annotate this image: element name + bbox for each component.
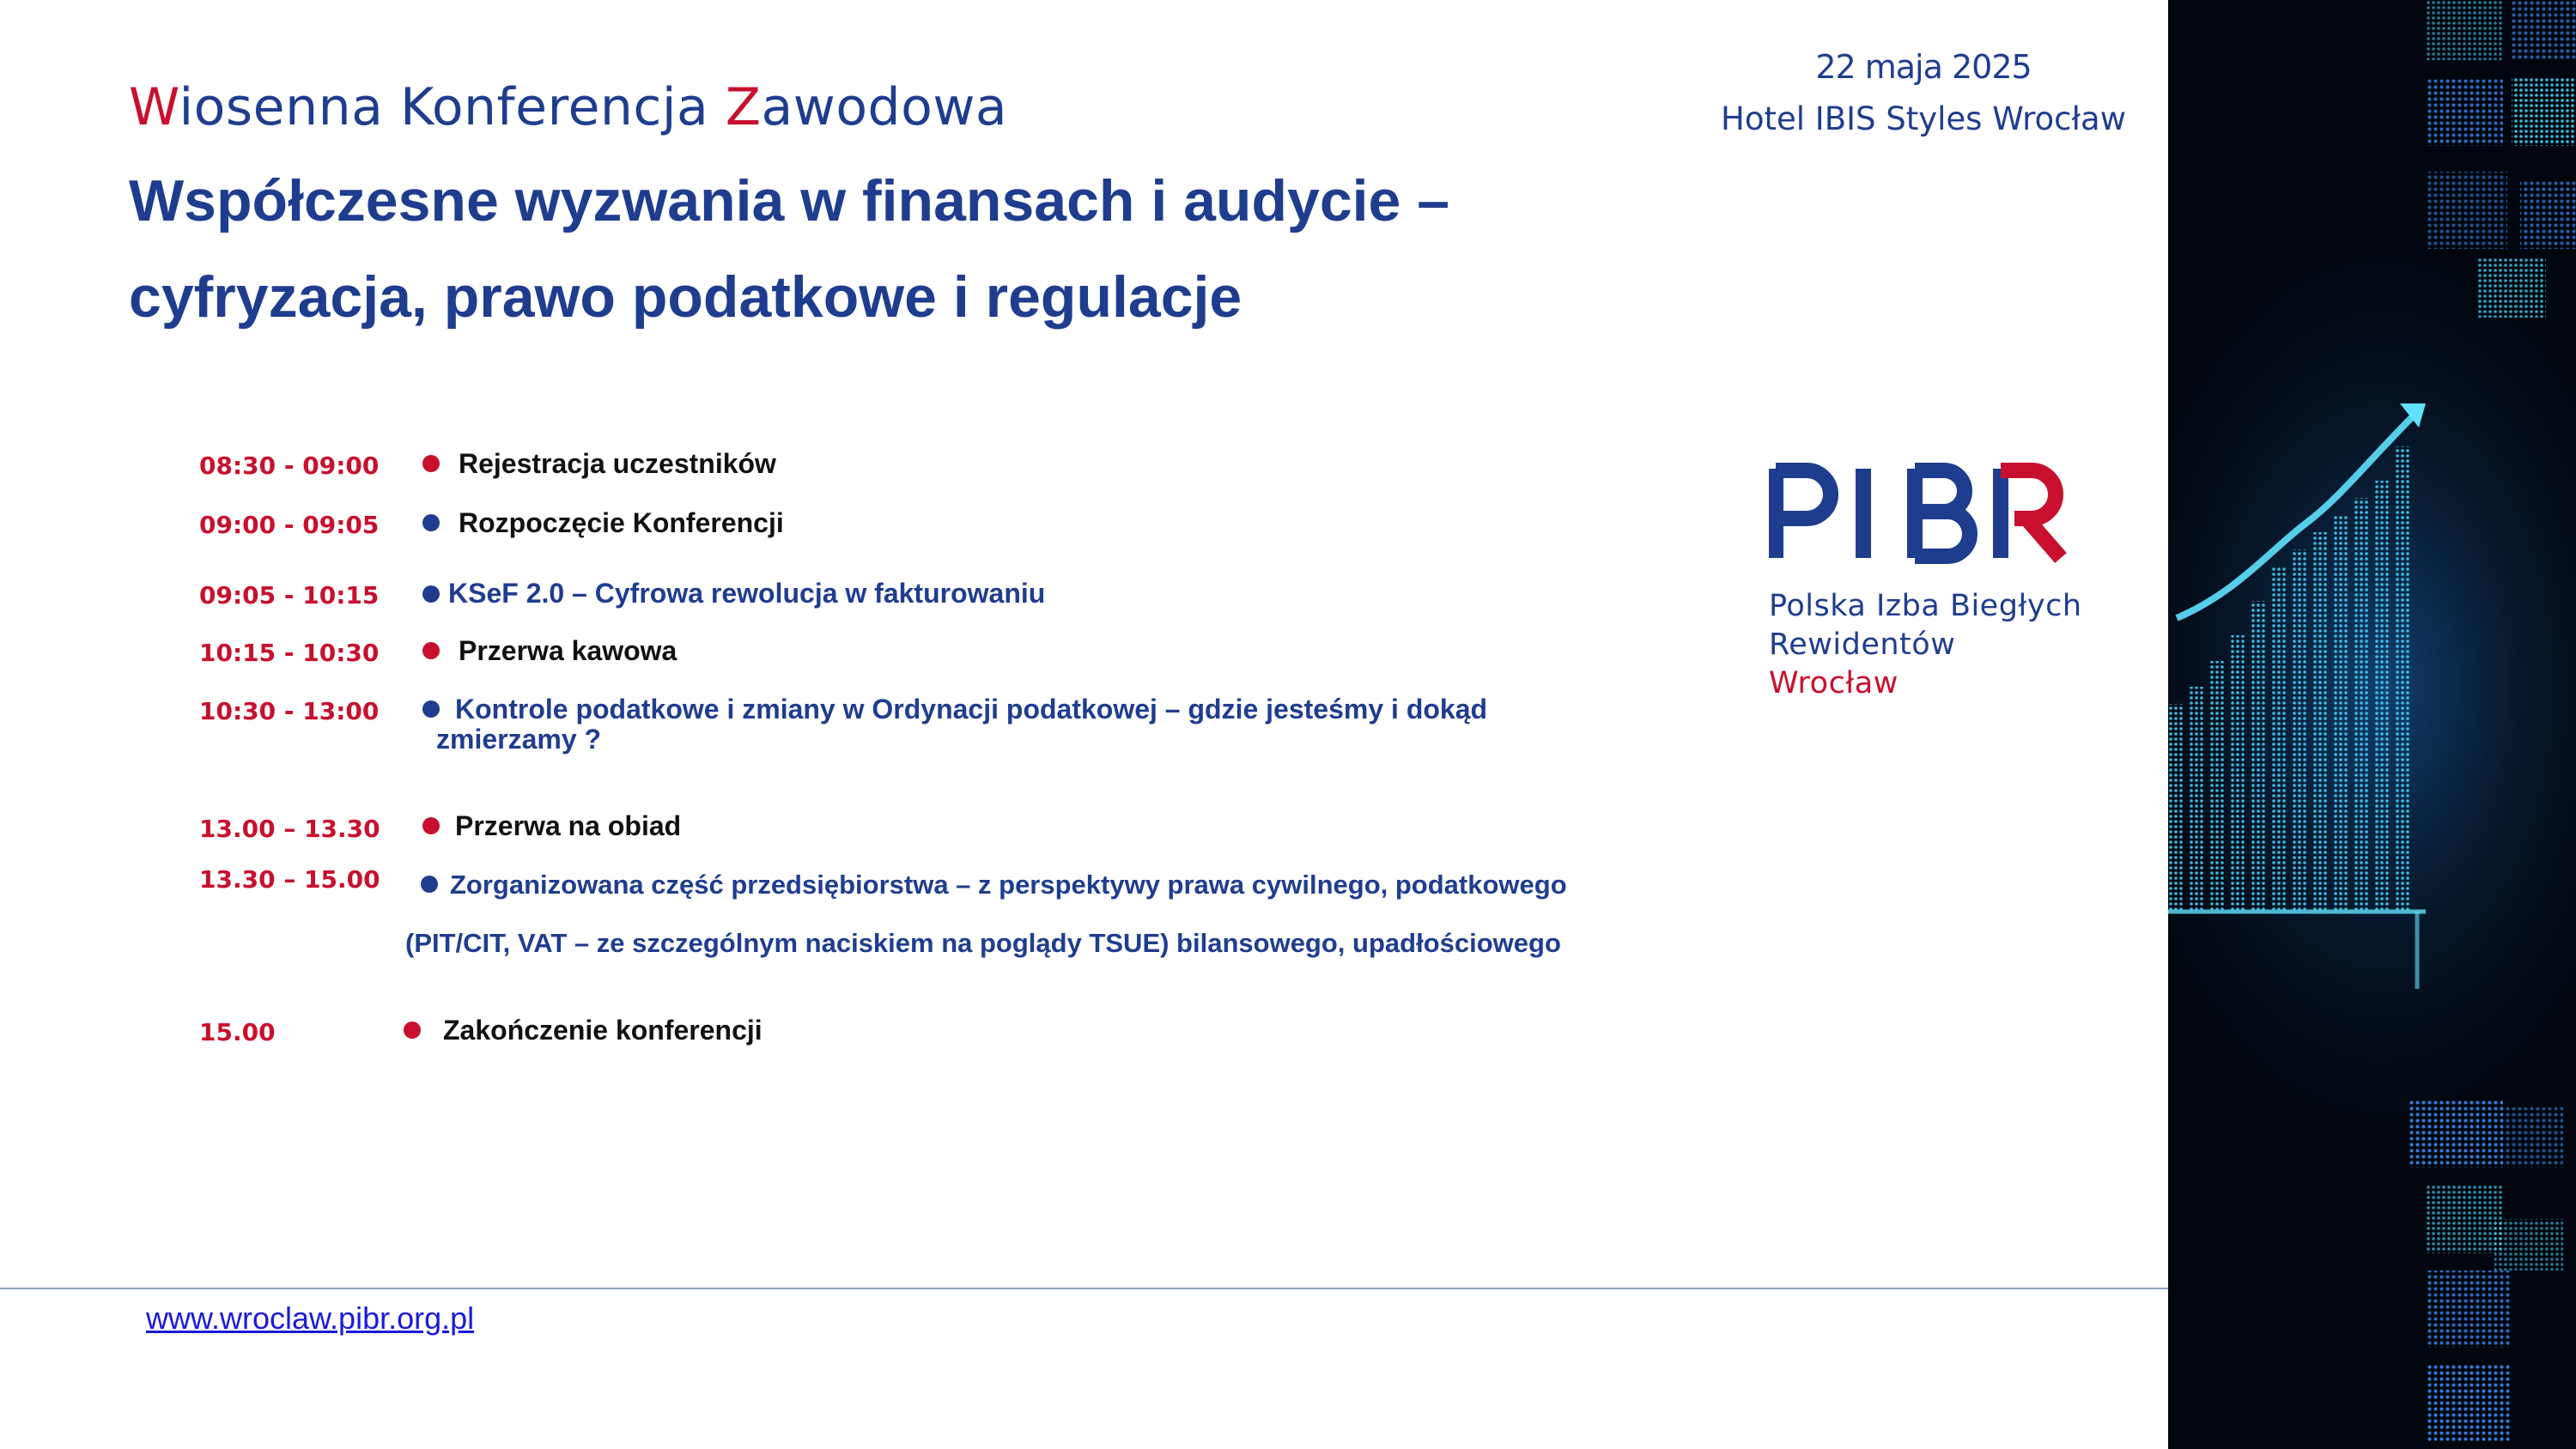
- decorative-bar: [2230, 635, 2245, 910]
- bullet-blue-icon: [421, 876, 438, 893]
- decorative-tile: [2520, 180, 2576, 249]
- decorative-tile: [2477, 258, 2546, 318]
- footer-divider: [0, 1288, 2168, 1289]
- decorative-bar: [2292, 549, 2307, 910]
- decorative-bar: [2209, 661, 2225, 910]
- conference-initial-w: W: [129, 77, 179, 137]
- decorative-bar: [2395, 446, 2410, 910]
- decorative-bar: [2168, 704, 2184, 910]
- page-title-line-1: Współczesne wyzwania w finansach i audycie –: [129, 168, 1450, 233]
- page-title: [129, 153, 1760, 345]
- decorative-bar: [2189, 687, 2204, 910]
- agenda-time: 10:30 - 13:00: [199, 697, 380, 725]
- decorative-bar: [2312, 532, 2328, 910]
- event-info: [1709, 43, 2138, 144]
- decorative-tile: [2426, 1185, 2503, 1253]
- decorative-image-panel: [2168, 0, 2576, 1449]
- bullet-red-icon: [422, 817, 440, 834]
- event-venue: Hotel IBIS Styles Wrocław: [1721, 100, 2126, 137]
- agenda-time: 13.00 – 13.30: [199, 815, 380, 843]
- page-title-line-2: cyfryzacja, prawo podatkowe i regulacje: [129, 264, 1242, 330]
- bullet-blue-icon: [422, 585, 440, 603]
- agenda-time: 15.00: [199, 1018, 276, 1046]
- conference-initial-z: Z: [725, 77, 762, 137]
- agenda-item-continuation: zmierzamy ?: [436, 724, 602, 755]
- logo-text-line-2: Rewidentów: [1769, 627, 1956, 662]
- agenda-time: 08:30 - 09:00: [199, 452, 380, 480]
- agenda-item: Zakończenie konferencji: [443, 1015, 762, 1046]
- decorative-bar: [2333, 515, 2348, 910]
- conference-name-part-1: iosenna Konferencja: [179, 77, 726, 137]
- agenda-time: 13.30 – 15.00: [199, 865, 380, 894]
- pibr-logo: [1769, 462, 2112, 703]
- bullet-red-icon: [422, 642, 440, 659]
- logo-text-city: Wrocław: [1769, 666, 1899, 700]
- decorative-tile: [2503, 1107, 2563, 1167]
- conference-name: [129, 77, 1007, 137]
- agenda-item-continuation: (PIT/CIT, VAT – ze szczególnym naciskiem na poglądy TSUE) bilansowego, upadłościowego: [405, 928, 1561, 958]
- decorative-tile: [2426, 1365, 2512, 1442]
- agenda-item: Przerwa na obiad: [455, 810, 682, 841]
- bullet-red-icon: [404, 1022, 421, 1039]
- decorative-tile: [2512, 77, 2576, 146]
- bullet-blue-icon: [422, 700, 440, 718]
- agenda-time: 10:15 - 10:30: [199, 639, 380, 667]
- bullet-blue-icon: [422, 514, 440, 531]
- agenda-item: Zorganizowana część przedsiębiorstwa – z perspektywy prawa cywilnego, podatkowego: [450, 870, 1567, 900]
- agenda-item: KSeF 2.0 – Cyfrowa rewolucja w fakturowaniu: [448, 578, 1046, 609]
- decorative-tile: [2426, 77, 2503, 146]
- agenda-item: Przerwa kawowa: [459, 635, 677, 666]
- decorative-tile: [2409, 1099, 2503, 1167]
- decorative-tile: [2426, 172, 2507, 249]
- pibr-logo-mark: [1769, 462, 2078, 565]
- decorative-bar: [2374, 481, 2390, 910]
- decorative-tile: [2426, 0, 2503, 60]
- agenda-item: Rejestracja uczestników: [459, 448, 776, 479]
- decorative-tile: [2512, 0, 2576, 60]
- agenda-time: 09:00 - 09:05: [199, 511, 380, 539]
- decorative-bar: [2271, 567, 2287, 910]
- decorative-bar: [2354, 498, 2369, 910]
- bullet-red-icon: [422, 455, 440, 472]
- conference-name-part-2: awodowa: [761, 77, 1008, 137]
- website-link[interactable]: www.wroclaw.pibr.org.pl: [146, 1300, 475, 1336]
- agenda-item: Rozpoczęcie Konferencji: [459, 507, 784, 538]
- event-date: 22 maja 2025: [1815, 48, 2032, 86]
- decorative-tile: [2426, 1270, 2512, 1348]
- agenda-item: Kontrole podatkowe i zmiany w Ordynacji podatkowej – gdzie jesteśmy i dokąd: [455, 694, 1488, 724]
- decorative-bar: [2251, 601, 2266, 910]
- agenda-time: 09:05 - 10:15: [199, 581, 380, 609]
- logo-text-line-1: Polska Izba Biegłych: [1769, 589, 2082, 623]
- decorative-tile: [2494, 1219, 2563, 1270]
- digital-growth-chart-image: [2168, 0, 2576, 1449]
